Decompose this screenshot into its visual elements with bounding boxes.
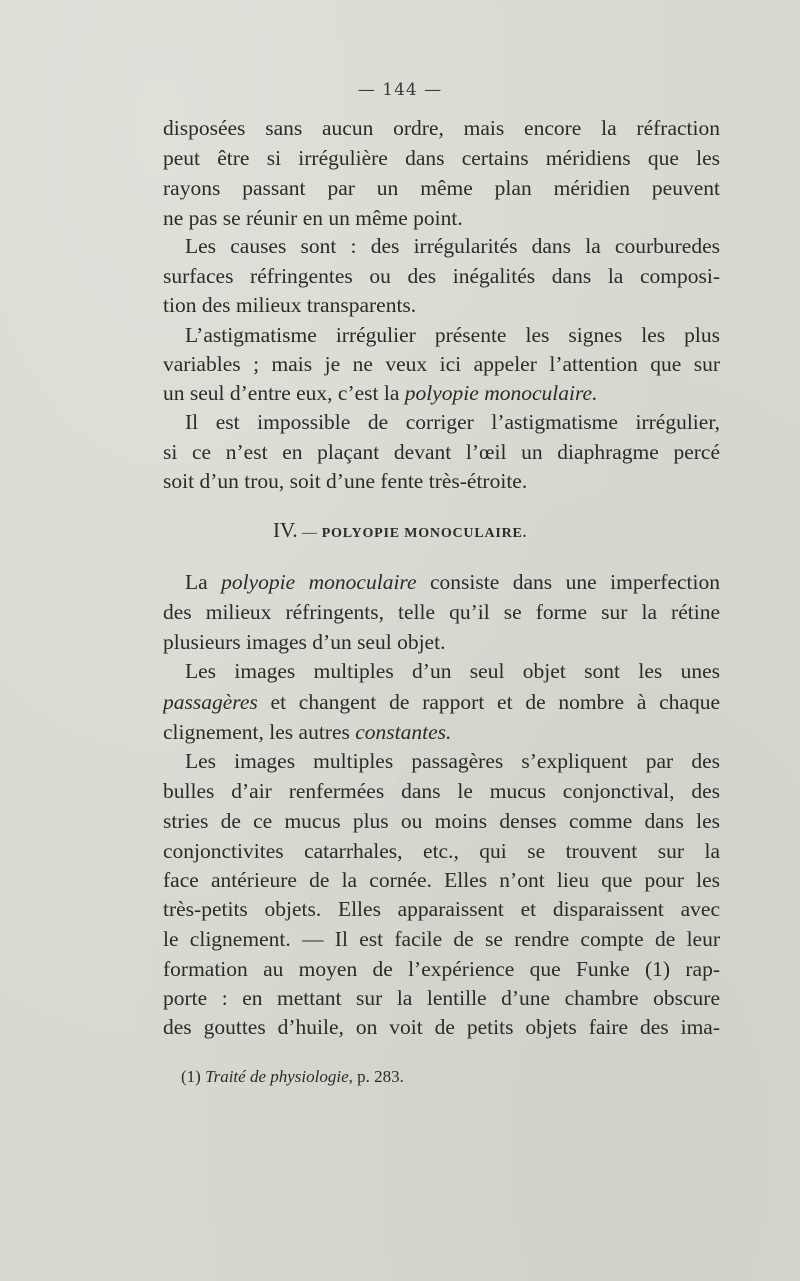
section-dash: — bbox=[297, 525, 322, 541]
text-run: clignement, les autres bbox=[163, 720, 356, 744]
text-line bbox=[163, 378, 720, 408]
text-line: Il est impossible de corriger l’astigmatisme irrégulier, bbox=[185, 410, 720, 434]
page-number: — 144 — bbox=[357, 80, 443, 100]
text-line: variables ; mais je ne veux ici appeler l’attention que sur bbox=[163, 352, 720, 376]
text-line: conjonctivites catarrhales, etc., qui se trouvent sur la bbox=[163, 839, 720, 863]
text-line: Les causes sont : des irrégularités dans la courburedes bbox=[185, 234, 720, 258]
text-line: surfaces réfringentes ou des inégalités dans la composi- bbox=[163, 264, 720, 288]
text-line: des gouttes d’huile, on voit de petits objets faire des ima- bbox=[163, 1015, 720, 1039]
text-line: formation au moyen de l’expérience que Funke (1) rap- bbox=[163, 957, 720, 981]
italic-term: constantes. bbox=[355, 720, 452, 744]
text-line: soit d’un trou, soit d’une fente très-étroite. bbox=[163, 469, 528, 493]
text-run: consiste dans une imperfection bbox=[416, 570, 720, 594]
text-line bbox=[185, 567, 720, 597]
text-run: un seul d’entre eux, c’est la bbox=[163, 381, 405, 405]
italic-term: polyopie monoculaire. bbox=[404, 381, 598, 405]
text-line: rayons passant par un même plan méridien peuvent bbox=[163, 176, 720, 200]
italic-term: polyopie monoculaire bbox=[221, 570, 417, 594]
footnote bbox=[181, 1064, 404, 1090]
text-line: bulles d’air renfermées dans le mucus conjonctival, des bbox=[163, 779, 720, 803]
text-line: L’astigmatisme irrégulier présente les signes les plus bbox=[185, 323, 720, 347]
section-title: POLYOPIE MONOCULAIRE. bbox=[321, 526, 527, 541]
text-line: disposées sans aucun ordre, mais encore la réfraction bbox=[163, 116, 720, 140]
text-line: peut être si irrégulière dans certains méridiens que les bbox=[163, 146, 720, 170]
text-line: le clignement. — Il est facile de se rendre compte de leur bbox=[163, 927, 720, 951]
footnote-reference: , p. 283. bbox=[348, 1067, 404, 1086]
text-line: si ce n’est en plaçant devant l’œil un diaphragme percé bbox=[163, 440, 720, 464]
text-line: très-petits objets. Elles apparaissent et disparaissent avec bbox=[163, 897, 720, 921]
text-line: tion des milieux transparents. bbox=[163, 293, 417, 317]
text-line: des milieux réfringents, telle qu’il se forme sur la rétine bbox=[163, 600, 720, 624]
italic-term: passagères bbox=[163, 690, 258, 714]
text-line: plusieurs images d’un seul objet. bbox=[163, 630, 446, 654]
text-line: porte : en mettant sur la lentille d’une chambre obscure bbox=[163, 986, 720, 1010]
text-line: Les images multiples d’un seul objet sont les unes bbox=[185, 659, 720, 683]
text-line: face antérieure de la cornée. Elles n’ont lieu que pour les bbox=[163, 868, 720, 892]
footnote-title: Traité de physiologie bbox=[205, 1067, 349, 1086]
text-line: Les images multiples passagères s’expliquent par des bbox=[185, 749, 720, 773]
text-line bbox=[163, 717, 720, 747]
text-line: ne pas se réunir en un même point. bbox=[163, 206, 463, 230]
text-line: stries de ce mucus plus ou moins denses comme dans les bbox=[163, 809, 720, 833]
text-run: et changent de rapport et de nombre à chaque bbox=[257, 690, 720, 714]
text-run: La bbox=[185, 570, 222, 594]
text-line bbox=[163, 687, 720, 717]
section-number: IV. bbox=[272, 518, 298, 542]
footnote-marker: (1) bbox=[181, 1067, 206, 1086]
section-heading bbox=[0, 515, 800, 549]
